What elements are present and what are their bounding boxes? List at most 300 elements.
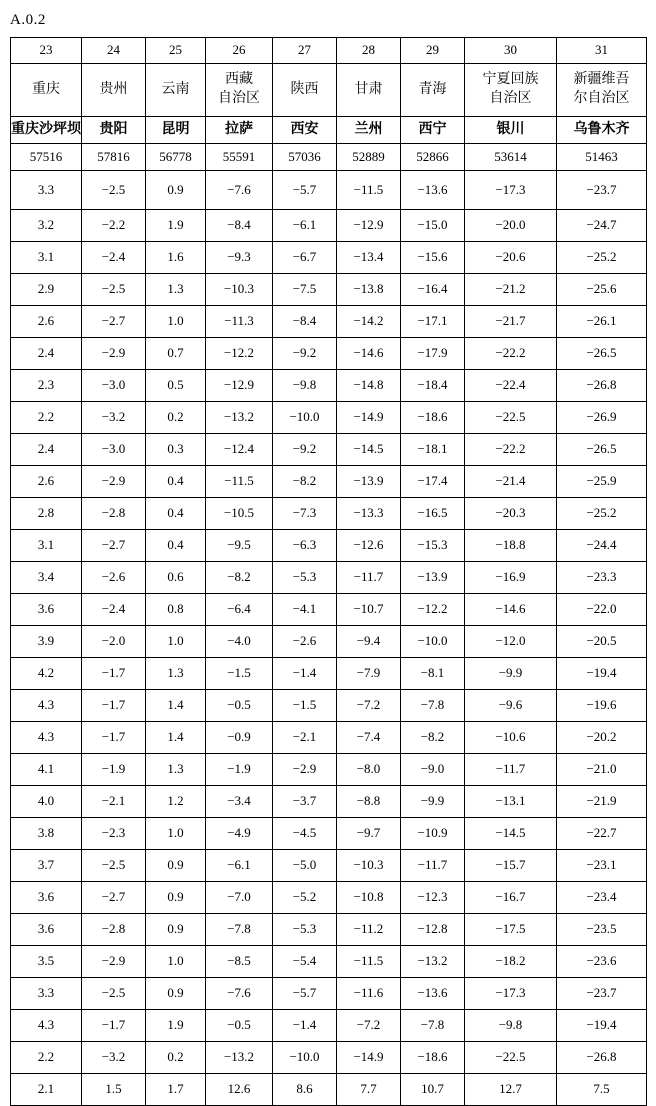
data-cell-r26-c1: −1.7 bbox=[82, 1010, 146, 1042]
station-code-cell-3: 55591 bbox=[206, 144, 273, 171]
data-cell-r10-c0: 2.8 bbox=[11, 498, 82, 530]
data-cell-r7-c0: 2.2 bbox=[11, 402, 82, 434]
table-row bbox=[11, 466, 647, 498]
data-cell-r8-c5: −14.5 bbox=[337, 434, 401, 466]
column-number-cell-6: 29 bbox=[401, 38, 465, 64]
data-cell-r2-c8: −25.2 bbox=[557, 242, 647, 274]
data-cell-r21-c7: −15.7 bbox=[465, 850, 557, 882]
data-cell-r26-c8: −19.4 bbox=[557, 1010, 647, 1042]
data-cell-r21-c6: −11.7 bbox=[401, 850, 465, 882]
data-cell-r28-c3: 12.6 bbox=[206, 1074, 273, 1106]
data-cell-r20-c1: −2.3 bbox=[82, 818, 146, 850]
data-cell-r5-c3: −12.2 bbox=[206, 338, 273, 370]
table-row-stations bbox=[11, 117, 647, 144]
data-cell-r17-c0: 4.3 bbox=[11, 722, 82, 754]
table-row bbox=[11, 1074, 647, 1106]
data-cell-r21-c1: −2.5 bbox=[82, 850, 146, 882]
data-cell-r6-c4: −9.8 bbox=[273, 370, 337, 402]
data-cell-r22-c6: −12.3 bbox=[401, 882, 465, 914]
data-cell-r19-c5: −8.8 bbox=[337, 786, 401, 818]
data-cell-r14-c7: −12.0 bbox=[465, 626, 557, 658]
data-cell-r14-c1: −2.0 bbox=[82, 626, 146, 658]
page-label: A.0.2 bbox=[10, 12, 46, 28]
data-cell-r8-c1: −3.0 bbox=[82, 434, 146, 466]
data-cell-r5-c2: 0.7 bbox=[146, 338, 206, 370]
data-cell-r23-c1: −2.8 bbox=[82, 914, 146, 946]
data-cell-r22-c4: −5.2 bbox=[273, 882, 337, 914]
table-row bbox=[11, 786, 647, 818]
data-cell-r15-c0: 4.2 bbox=[11, 658, 82, 690]
data-cell-r2-c7: −20.6 bbox=[465, 242, 557, 274]
data-cell-r21-c8: −23.1 bbox=[557, 850, 647, 882]
data-cell-r16-c4: −1.5 bbox=[273, 690, 337, 722]
data-cell-r7-c3: −13.2 bbox=[206, 402, 273, 434]
station-code-cell-1: 57816 bbox=[82, 144, 146, 171]
data-cell-r22-c5: −10.8 bbox=[337, 882, 401, 914]
data-cell-r27-c3: −13.2 bbox=[206, 1042, 273, 1074]
data-cell-r1-c1: −2.2 bbox=[82, 210, 146, 242]
data-cell-r27-c5: −14.9 bbox=[337, 1042, 401, 1074]
data-cell-r4-c0: 2.6 bbox=[11, 306, 82, 338]
data-cell-r16-c0: 4.3 bbox=[11, 690, 82, 722]
data-cell-r4-c8: −26.1 bbox=[557, 306, 647, 338]
table-row bbox=[11, 914, 647, 946]
data-cell-r12-c4: −5.3 bbox=[273, 562, 337, 594]
data-cell-r19-c6: −9.9 bbox=[401, 786, 465, 818]
data-cell-r13-c3: −6.4 bbox=[206, 594, 273, 626]
data-cell-r13-c1: −2.4 bbox=[82, 594, 146, 626]
data-cell-r3-c0: 2.9 bbox=[11, 274, 82, 306]
data-cell-r25-c5: −11.6 bbox=[337, 978, 401, 1010]
data-cell-r18-c2: 1.3 bbox=[146, 754, 206, 786]
data-cell-r12-c8: −23.3 bbox=[557, 562, 647, 594]
data-cell-r13-c8: −22.0 bbox=[557, 594, 647, 626]
data-cell-r7-c4: −10.0 bbox=[273, 402, 337, 434]
cell-line: 新疆维吾 bbox=[573, 72, 630, 88]
cell-line: 自治区 bbox=[218, 91, 260, 106]
cell-line: 自治区 bbox=[489, 91, 532, 106]
data-cell-r25-c1: −2.5 bbox=[82, 978, 146, 1010]
data-cell-r3-c5: −13.8 bbox=[337, 274, 401, 306]
data-cell-r15-c8: −19.4 bbox=[557, 658, 647, 690]
column-number-cell-7: 30 bbox=[465, 38, 557, 64]
data-cell-r13-c2: 0.8 bbox=[146, 594, 206, 626]
province-cell-1: 贵州 bbox=[82, 64, 146, 117]
data-cell-r23-c8: −23.5 bbox=[557, 914, 647, 946]
data-cell-r4-c5: −14.2 bbox=[337, 306, 401, 338]
data-cell-r5-c5: −14.6 bbox=[337, 338, 401, 370]
data-cell-r15-c5: −7.9 bbox=[337, 658, 401, 690]
data-cell-r13-c4: −4.1 bbox=[273, 594, 337, 626]
data-cell-r0-c8: −23.7 bbox=[557, 171, 647, 210]
data-cell-r23-c2: 0.9 bbox=[146, 914, 206, 946]
table-row-station-codes bbox=[11, 144, 647, 171]
data-cell-r18-c0: 4.1 bbox=[11, 754, 82, 786]
data-cell-r24-c0: 3.5 bbox=[11, 946, 82, 978]
data-cell-r27-c8: −26.8 bbox=[557, 1042, 647, 1074]
data-cell-r11-c7: −18.8 bbox=[465, 530, 557, 562]
data-cell-r22-c3: −7.0 bbox=[206, 882, 273, 914]
table-row bbox=[11, 978, 647, 1010]
data-cell-r28-c5: 7.7 bbox=[337, 1074, 401, 1106]
data-cell-r22-c7: −16.7 bbox=[465, 882, 557, 914]
data-cell-r11-c2: 0.4 bbox=[146, 530, 206, 562]
data-cell-r20-c3: −4.9 bbox=[206, 818, 273, 850]
column-number-cell-4: 27 bbox=[273, 38, 337, 64]
data-cell-r17-c8: −20.2 bbox=[557, 722, 647, 754]
data-cell-r5-c8: −26.5 bbox=[557, 338, 647, 370]
data-cell-r11-c1: −2.7 bbox=[82, 530, 146, 562]
data-cell-r17-c5: −7.4 bbox=[337, 722, 401, 754]
province-cell-6: 青海 bbox=[401, 64, 465, 117]
data-cell-r23-c0: 3.6 bbox=[11, 914, 82, 946]
data-cell-r5-c6: −17.9 bbox=[401, 338, 465, 370]
data-cell-r12-c0: 3.4 bbox=[11, 562, 82, 594]
data-cell-r0-c5: −11.5 bbox=[337, 171, 401, 210]
data-cell-r22-c0: 3.6 bbox=[11, 882, 82, 914]
column-number-cell-0: 23 bbox=[11, 38, 82, 64]
station-code-cell-8: 51463 bbox=[557, 144, 647, 171]
province-cell-0: 重庆 bbox=[11, 64, 82, 117]
table-row bbox=[11, 722, 647, 754]
data-cell-r18-c1: −1.9 bbox=[82, 754, 146, 786]
data-cell-r0-c1: −2.5 bbox=[82, 171, 146, 210]
data-cell-r23-c3: −7.8 bbox=[206, 914, 273, 946]
column-number-cell-1: 24 bbox=[82, 38, 146, 64]
data-cell-r27-c1: −3.2 bbox=[82, 1042, 146, 1074]
data-cell-r28-c2: 1.7 bbox=[146, 1074, 206, 1106]
data-cell-r17-c2: 1.4 bbox=[146, 722, 206, 754]
data-cell-r16-c1: −1.7 bbox=[82, 690, 146, 722]
data-cell-r20-c7: −14.5 bbox=[465, 818, 557, 850]
data-cell-r28-c7: 12.7 bbox=[465, 1074, 557, 1106]
data-cell-r6-c2: 0.5 bbox=[146, 370, 206, 402]
table-row bbox=[11, 1010, 647, 1042]
station-cell-3: 拉萨 bbox=[206, 117, 273, 144]
data-cell-r7-c5: −14.9 bbox=[337, 402, 401, 434]
data-cell-r1-c2: 1.9 bbox=[146, 210, 206, 242]
data-cell-r20-c0: 3.8 bbox=[11, 818, 82, 850]
data-cell-r23-c4: −5.3 bbox=[273, 914, 337, 946]
table-row bbox=[11, 306, 647, 338]
data-cell-r26-c4: −1.4 bbox=[273, 1010, 337, 1042]
data-cell-r19-c0: 4.0 bbox=[11, 786, 82, 818]
data-cell-r27-c6: −18.6 bbox=[401, 1042, 465, 1074]
data-cell-r15-c6: −8.1 bbox=[401, 658, 465, 690]
data-cell-r4-c2: 1.0 bbox=[146, 306, 206, 338]
table-row-column-numbers bbox=[11, 38, 647, 64]
data-cell-r9-c6: −17.4 bbox=[401, 466, 465, 498]
data-cell-r17-c1: −1.7 bbox=[82, 722, 146, 754]
data-cell-r27-c4: −10.0 bbox=[273, 1042, 337, 1074]
data-cell-r17-c6: −8.2 bbox=[401, 722, 465, 754]
data-cell-r3-c2: 1.3 bbox=[146, 274, 206, 306]
data-cell-r0-c0: 3.3 bbox=[11, 171, 82, 210]
data-cell-r14-c2: 1.0 bbox=[146, 626, 206, 658]
station-cell-7: 银川 bbox=[465, 117, 557, 144]
data-cell-r9-c2: 0.4 bbox=[146, 466, 206, 498]
data-cell-r19-c7: −13.1 bbox=[465, 786, 557, 818]
data-cell-r22-c8: −23.4 bbox=[557, 882, 647, 914]
data-cell-r2-c6: −15.6 bbox=[401, 242, 465, 274]
data-cell-r3-c7: −21.2 bbox=[465, 274, 557, 306]
data-cell-r16-c2: 1.4 bbox=[146, 690, 206, 722]
data-cell-r27-c0: 2.2 bbox=[11, 1042, 82, 1074]
table-row bbox=[11, 274, 647, 306]
data-cell-r20-c5: −9.7 bbox=[337, 818, 401, 850]
climate-data-table bbox=[10, 37, 647, 1106]
cell-line: 西藏 bbox=[225, 72, 253, 88]
data-cell-r16-c6: −7.8 bbox=[401, 690, 465, 722]
data-cell-r15-c1: −1.7 bbox=[82, 658, 146, 690]
table-row bbox=[11, 498, 647, 530]
data-cell-r10-c5: −13.3 bbox=[337, 498, 401, 530]
data-cell-r2-c4: −6.7 bbox=[273, 242, 337, 274]
data-cell-r2-c0: 3.1 bbox=[11, 242, 82, 274]
data-cell-r10-c2: 0.4 bbox=[146, 498, 206, 530]
data-cell-r20-c2: 1.0 bbox=[146, 818, 206, 850]
data-cell-r26-c7: −9.8 bbox=[465, 1010, 557, 1042]
station-code-cell-4: 57036 bbox=[273, 144, 337, 171]
data-cell-r3-c4: −7.5 bbox=[273, 274, 337, 306]
station-cell-0: 重庆沙坪坝 bbox=[11, 117, 82, 144]
data-cell-r23-c6: −12.8 bbox=[401, 914, 465, 946]
column-number-cell-8: 31 bbox=[557, 38, 647, 64]
data-cell-r10-c6: −16.5 bbox=[401, 498, 465, 530]
table-row-provinces bbox=[11, 64, 647, 117]
data-cell-r15-c3: −1.5 bbox=[206, 658, 273, 690]
data-cell-r13-c5: −10.7 bbox=[337, 594, 401, 626]
data-cell-r21-c0: 3.7 bbox=[11, 850, 82, 882]
data-cell-r12-c3: −8.2 bbox=[206, 562, 273, 594]
station-cell-2: 昆明 bbox=[146, 117, 206, 144]
data-cell-r12-c6: −13.9 bbox=[401, 562, 465, 594]
province-cell-2: 云南 bbox=[146, 64, 206, 117]
data-cell-r14-c3: −4.0 bbox=[206, 626, 273, 658]
table-row bbox=[11, 1042, 647, 1074]
data-cell-r24-c2: 1.0 bbox=[146, 946, 206, 978]
data-cell-r26-c0: 4.3 bbox=[11, 1010, 82, 1042]
table-row bbox=[11, 850, 647, 882]
data-cell-r12-c1: −2.6 bbox=[82, 562, 146, 594]
data-cell-r9-c5: −13.9 bbox=[337, 466, 401, 498]
data-cell-r6-c0: 2.3 bbox=[11, 370, 82, 402]
data-cell-r8-c8: −26.5 bbox=[557, 434, 647, 466]
table-row bbox=[11, 626, 647, 658]
table-row bbox=[11, 171, 647, 210]
data-cell-r11-c4: −6.3 bbox=[273, 530, 337, 562]
data-cell-r19-c2: 1.2 bbox=[146, 786, 206, 818]
data-cell-r16-c8: −19.6 bbox=[557, 690, 647, 722]
data-cell-r22-c1: −2.7 bbox=[82, 882, 146, 914]
data-cell-r18-c6: −9.0 bbox=[401, 754, 465, 786]
table-row bbox=[11, 658, 647, 690]
data-cell-r18-c4: −2.9 bbox=[273, 754, 337, 786]
data-cell-r6-c6: −18.4 bbox=[401, 370, 465, 402]
data-cell-r6-c8: −26.8 bbox=[557, 370, 647, 402]
data-cell-r14-c5: −9.4 bbox=[337, 626, 401, 658]
data-cell-r24-c6: −13.2 bbox=[401, 946, 465, 978]
data-cell-r26-c2: 1.9 bbox=[146, 1010, 206, 1042]
data-cell-r23-c7: −17.5 bbox=[465, 914, 557, 946]
table-row bbox=[11, 562, 647, 594]
data-cell-r8-c7: −22.2 bbox=[465, 434, 557, 466]
data-cell-r24-c5: −11.5 bbox=[337, 946, 401, 978]
data-cell-r2-c5: −13.4 bbox=[337, 242, 401, 274]
province-cell-8 bbox=[557, 64, 647, 117]
data-cell-r10-c8: −25.2 bbox=[557, 498, 647, 530]
data-cell-r16-c3: −0.5 bbox=[206, 690, 273, 722]
data-cell-r4-c3: −11.3 bbox=[206, 306, 273, 338]
data-cell-r0-c6: −13.6 bbox=[401, 171, 465, 210]
column-number-cell-5: 28 bbox=[337, 38, 401, 64]
data-cell-r1-c0: 3.2 bbox=[11, 210, 82, 242]
data-cell-r8-c2: 0.3 bbox=[146, 434, 206, 466]
data-cell-r4-c6: −17.1 bbox=[401, 306, 465, 338]
data-cell-r25-c2: 0.9 bbox=[146, 978, 206, 1010]
province-cell-4: 陕西 bbox=[273, 64, 337, 117]
table-row bbox=[11, 338, 647, 370]
data-cell-r11-c3: −9.5 bbox=[206, 530, 273, 562]
station-cell-6: 西宁 bbox=[401, 117, 465, 144]
data-cell-r28-c4: 8.6 bbox=[273, 1074, 337, 1106]
data-cell-r0-c4: −5.7 bbox=[273, 171, 337, 210]
data-cell-r25-c3: −7.6 bbox=[206, 978, 273, 1010]
data-cell-r4-c7: −21.7 bbox=[465, 306, 557, 338]
data-cell-r3-c6: −16.4 bbox=[401, 274, 465, 306]
cell-line: 宁夏回族 bbox=[482, 72, 539, 88]
data-cell-r26-c5: −7.2 bbox=[337, 1010, 401, 1042]
data-cell-r19-c3: −3.4 bbox=[206, 786, 273, 818]
data-cell-r17-c3: −0.9 bbox=[206, 722, 273, 754]
data-cell-r0-c2: 0.9 bbox=[146, 171, 206, 210]
data-cell-r28-c1: 1.5 bbox=[82, 1074, 146, 1106]
data-cell-r15-c7: −9.9 bbox=[465, 658, 557, 690]
data-cell-r0-c3: −7.6 bbox=[206, 171, 273, 210]
table-row bbox=[11, 754, 647, 786]
data-cell-r25-c0: 3.3 bbox=[11, 978, 82, 1010]
data-cell-r2-c3: −9.3 bbox=[206, 242, 273, 274]
data-cell-r6-c3: −12.9 bbox=[206, 370, 273, 402]
data-cell-r11-c0: 3.1 bbox=[11, 530, 82, 562]
data-cell-r18-c7: −11.7 bbox=[465, 754, 557, 786]
data-cell-r24-c1: −2.9 bbox=[82, 946, 146, 978]
table-row bbox=[11, 594, 647, 626]
column-number-cell-2: 25 bbox=[146, 38, 206, 64]
data-cell-r25-c8: −23.7 bbox=[557, 978, 647, 1010]
table-row bbox=[11, 210, 647, 242]
data-cell-r12-c5: −11.7 bbox=[337, 562, 401, 594]
data-cell-r13-c0: 3.6 bbox=[11, 594, 82, 626]
station-code-cell-5: 52889 bbox=[337, 144, 401, 171]
data-cell-r18-c8: −21.0 bbox=[557, 754, 647, 786]
data-cell-r3-c3: −10.3 bbox=[206, 274, 273, 306]
table-row bbox=[11, 530, 647, 562]
data-cell-r12-c7: −16.9 bbox=[465, 562, 557, 594]
data-cell-r1-c3: −8.4 bbox=[206, 210, 273, 242]
cell-line: 尔自治区 bbox=[573, 91, 630, 106]
data-cell-r8-c3: −12.4 bbox=[206, 434, 273, 466]
station-code-cell-0: 57516 bbox=[11, 144, 82, 171]
data-cell-r9-c3: −11.5 bbox=[206, 466, 273, 498]
station-cell-1: 贵阳 bbox=[82, 117, 146, 144]
data-cell-r26-c3: −0.5 bbox=[206, 1010, 273, 1042]
data-cell-r15-c2: 1.3 bbox=[146, 658, 206, 690]
data-cell-r27-c7: −22.5 bbox=[465, 1042, 557, 1074]
table-row bbox=[11, 434, 647, 466]
data-cell-r8-c6: −18.1 bbox=[401, 434, 465, 466]
table-row bbox=[11, 242, 647, 274]
table-body bbox=[11, 38, 647, 1106]
data-cell-r7-c2: 0.2 bbox=[146, 402, 206, 434]
data-cell-r5-c7: −22.2 bbox=[465, 338, 557, 370]
data-cell-r1-c4: −6.1 bbox=[273, 210, 337, 242]
data-cell-r10-c1: −2.8 bbox=[82, 498, 146, 530]
data-cell-r16-c5: −7.2 bbox=[337, 690, 401, 722]
data-cell-r16-c7: −9.6 bbox=[465, 690, 557, 722]
data-cell-r24-c3: −8.5 bbox=[206, 946, 273, 978]
table-row bbox=[11, 370, 647, 402]
data-cell-r1-c5: −12.9 bbox=[337, 210, 401, 242]
data-cell-r17-c7: −10.6 bbox=[465, 722, 557, 754]
data-cell-r28-c8: 7.5 bbox=[557, 1074, 647, 1106]
data-cell-r22-c2: 0.9 bbox=[146, 882, 206, 914]
data-cell-r20-c4: −4.5 bbox=[273, 818, 337, 850]
data-cell-r5-c4: −9.2 bbox=[273, 338, 337, 370]
station-cell-4: 西安 bbox=[273, 117, 337, 144]
data-cell-r4-c1: −2.7 bbox=[82, 306, 146, 338]
station-code-cell-2: 56778 bbox=[146, 144, 206, 171]
data-cell-r25-c7: −17.3 bbox=[465, 978, 557, 1010]
data-cell-r1-c7: −20.0 bbox=[465, 210, 557, 242]
table-row bbox=[11, 690, 647, 722]
data-cell-r11-c5: −12.6 bbox=[337, 530, 401, 562]
data-cell-r15-c4: −1.4 bbox=[273, 658, 337, 690]
data-cell-r14-c8: −20.5 bbox=[557, 626, 647, 658]
data-cell-r24-c7: −18.2 bbox=[465, 946, 557, 978]
data-cell-r25-c6: −13.6 bbox=[401, 978, 465, 1010]
data-cell-r1-c8: −24.7 bbox=[557, 210, 647, 242]
data-cell-r4-c4: −8.4 bbox=[273, 306, 337, 338]
data-cell-r13-c7: −14.6 bbox=[465, 594, 557, 626]
data-cell-r25-c4: −5.7 bbox=[273, 978, 337, 1010]
data-cell-r20-c6: −10.9 bbox=[401, 818, 465, 850]
data-cell-r18-c5: −8.0 bbox=[337, 754, 401, 786]
data-cell-r13-c6: −12.2 bbox=[401, 594, 465, 626]
data-cell-r6-c7: −22.4 bbox=[465, 370, 557, 402]
data-cell-r17-c4: −2.1 bbox=[273, 722, 337, 754]
column-number-cell-3: 26 bbox=[206, 38, 273, 64]
data-cell-r20-c8: −22.7 bbox=[557, 818, 647, 850]
document-page bbox=[0, 12, 656, 1097]
data-cell-r28-c6: 10.7 bbox=[401, 1074, 465, 1106]
data-cell-r26-c6: −7.8 bbox=[401, 1010, 465, 1042]
data-cell-r7-c6: −18.6 bbox=[401, 402, 465, 434]
data-cell-r14-c6: −10.0 bbox=[401, 626, 465, 658]
data-cell-r9-c7: −21.4 bbox=[465, 466, 557, 498]
data-cell-r9-c1: −2.9 bbox=[82, 466, 146, 498]
station-code-cell-6: 52866 bbox=[401, 144, 465, 171]
data-cell-r0-c7: −17.3 bbox=[465, 171, 557, 210]
station-code-cell-7: 53614 bbox=[465, 144, 557, 171]
data-cell-r7-c8: −26.9 bbox=[557, 402, 647, 434]
data-cell-r8-c4: −9.2 bbox=[273, 434, 337, 466]
data-cell-r14-c4: −2.6 bbox=[273, 626, 337, 658]
data-cell-r21-c2: 0.9 bbox=[146, 850, 206, 882]
data-cell-r7-c1: −3.2 bbox=[82, 402, 146, 434]
data-cell-r24-c4: −5.4 bbox=[273, 946, 337, 978]
data-cell-r8-c0: 2.4 bbox=[11, 434, 82, 466]
